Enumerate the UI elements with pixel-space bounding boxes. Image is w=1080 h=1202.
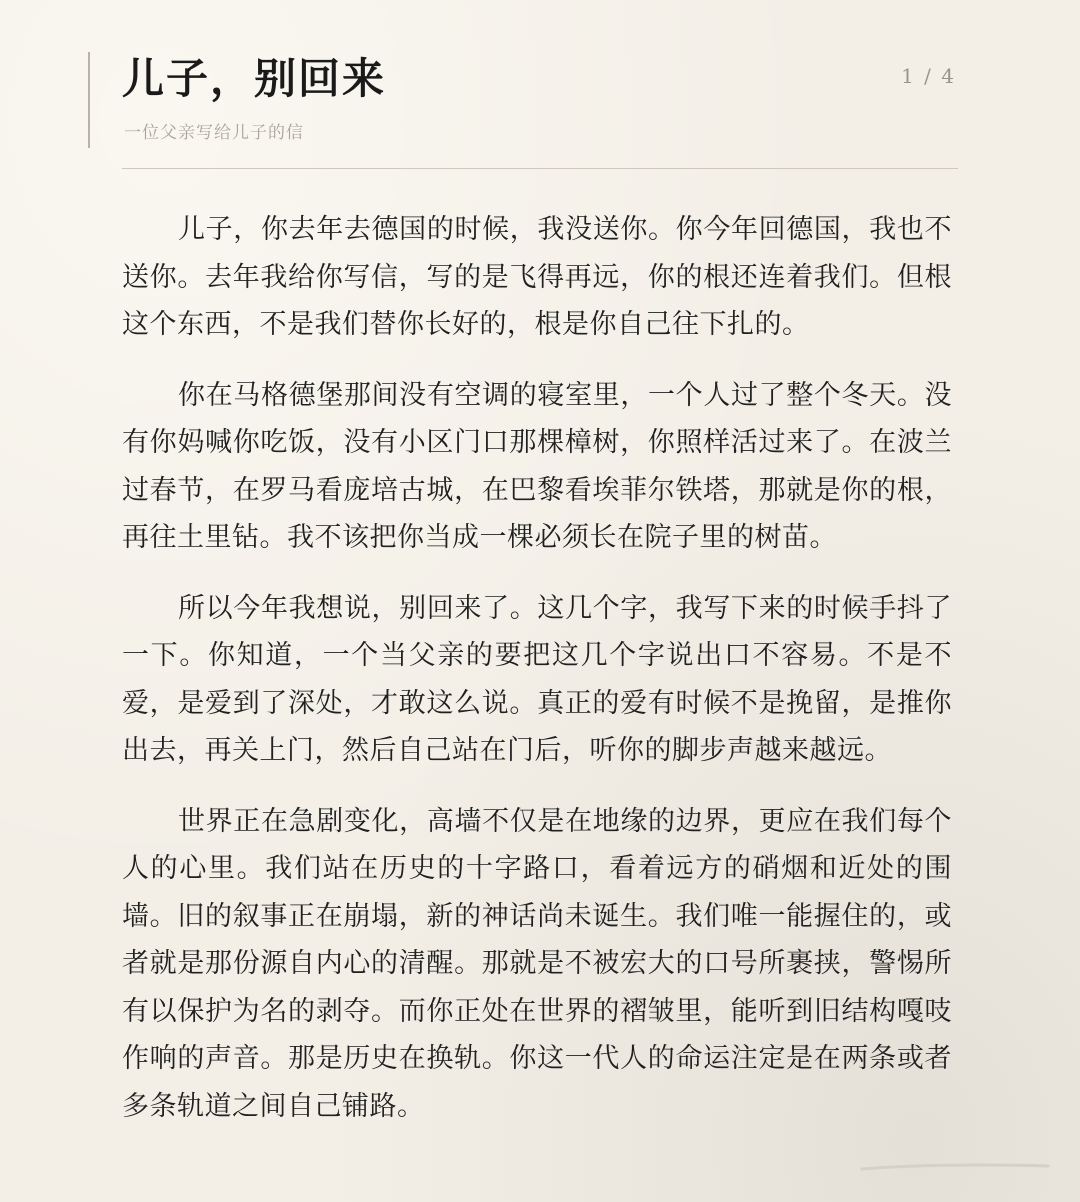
page-title: 儿子，别回来: [122, 54, 387, 103]
header-accent-rule: [88, 52, 90, 148]
page-indicator: 1 / 4: [901, 64, 956, 88]
decorative-stroke: [860, 1160, 1050, 1174]
letter-body: [122, 206, 952, 1130]
paragraph-2: 你在马格德堡那间没有空调的寝室里，一个人过了整个冬天。没有你妈喊你吃饭，没有小区门口那棵樟树，你照样活过来了。在波兰过春节，在罗马看庞培古城，在巴黎看埃菲尔铁塔，那就是你的根，再往土里钻。我不该把你当成一棵必须长在院子里的树苗。: [122, 379, 952, 553]
paragraph-4: 世界正在急剧变化，高墙不仅是在地缘的边界，更应在我们每个人的心里。我们站在历史的十字路口，看着远方的硝烟和近处的围墙。旧的叙事正在崩塌，新的神话尚未诞生。我们唯一能握住的，或者就是那份源自内心的清醒。那就是不被宏大的口号所裹挟，警惕所有以保护为名的剥夺。而你正处在世界的褶皱里，能听到旧结构嘎吱作响的声音。那是历史在换轨。你这一代人的命运注定是在两条或者多条轨道之间自己铺路。: [122, 805, 952, 1122]
page-subtitle: 一位父亲写给儿子的信: [124, 123, 304, 143]
paragraph-3: 所以今年我想说，别回来了。这几个字，我写下来的时候手抖了一下。你知道，一个当父亲的要把这几个字说出口不容易。不是不爱，是爱到了深处，才敢这么说。真正的爱有时候不是挽留，是推你出去，再关上门，然后自己站在门后，听你的脚步声越来越远。: [122, 592, 952, 766]
header-divider: [122, 168, 958, 169]
paragraph-1: 儿子，你去年去德国的时候，我没送你。你今年回德国，我也不送你。去年我给你写信，写的是飞得再远，你的根还连着我们。但根这个东西，不是我们替你长好的，根是你自己往下扎的。: [122, 214, 952, 340]
